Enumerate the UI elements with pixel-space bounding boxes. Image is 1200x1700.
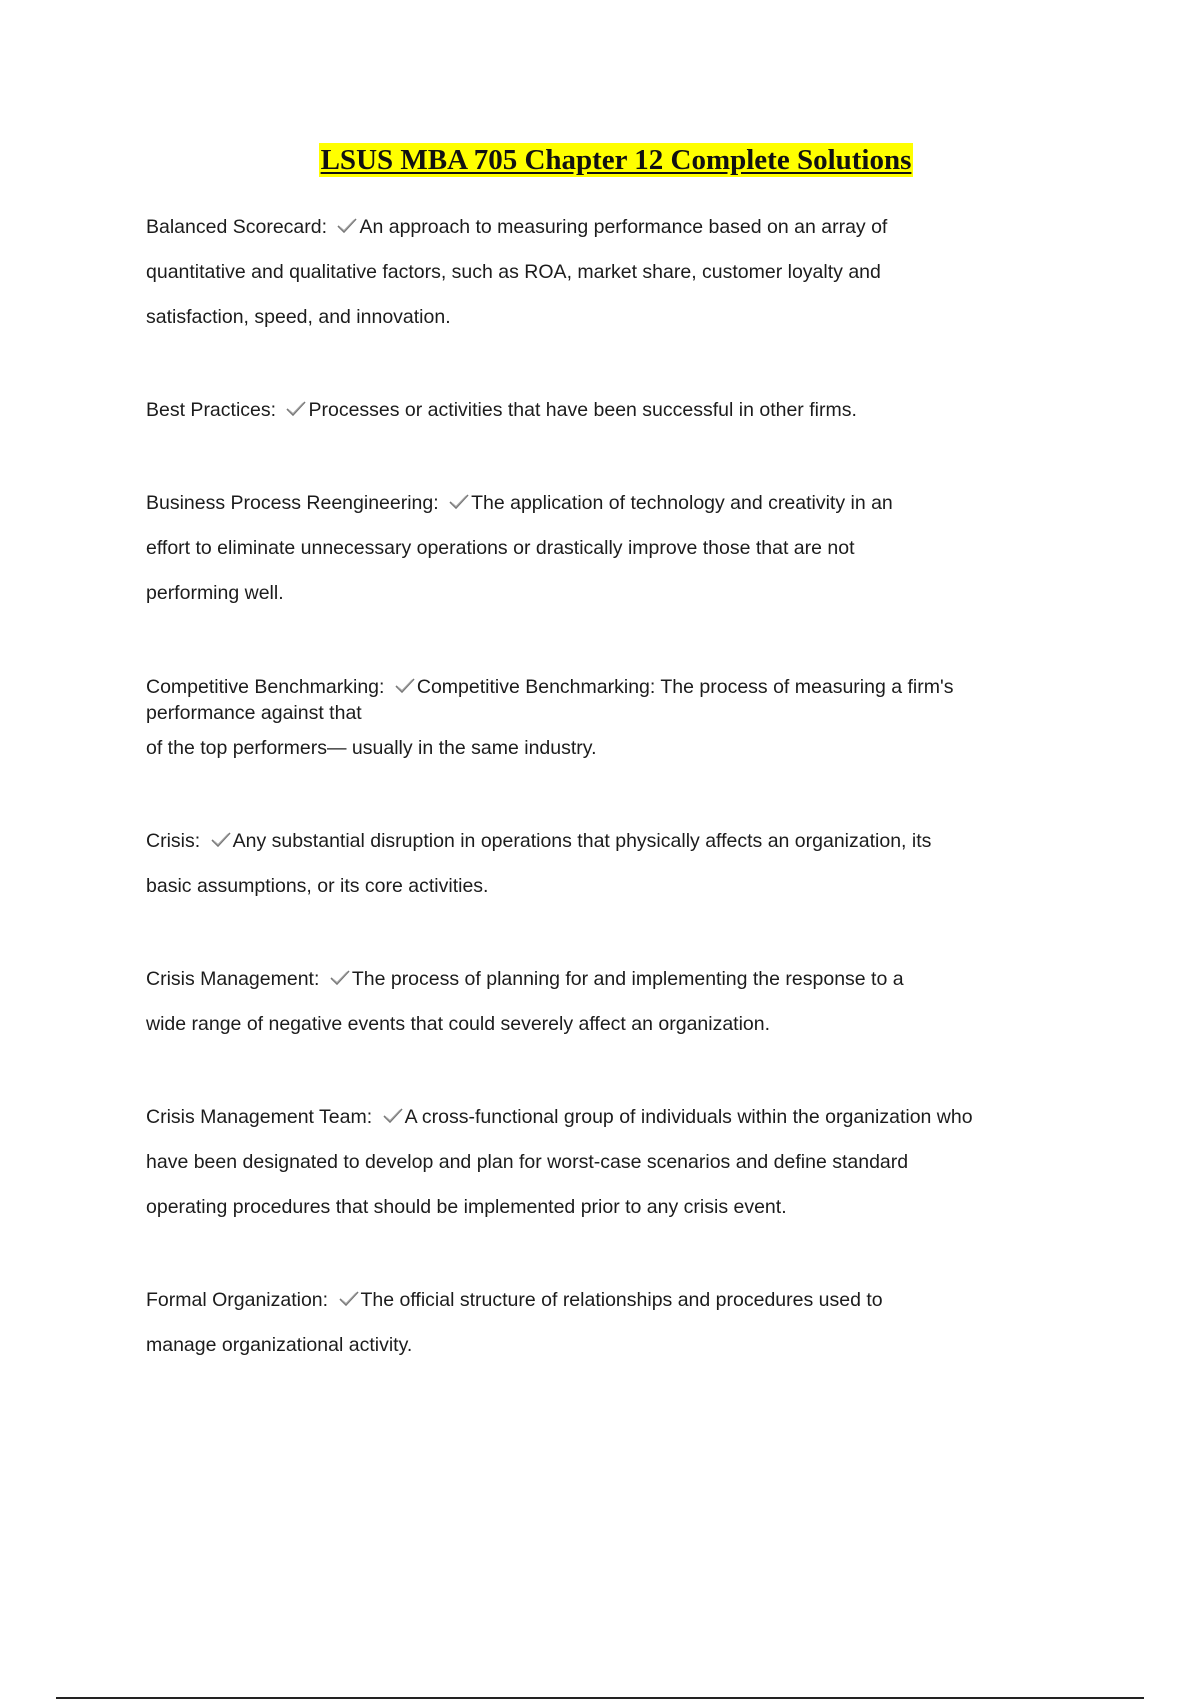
checkmark-icon	[210, 831, 232, 849]
glossary-entry	[146, 957, 936, 1047]
entry-term: Balanced Scorecard:	[146, 216, 328, 238]
entry-definition: The official structure of relationships and procedures used to manage organizational activity.	[146, 1289, 883, 1356]
entry-term: Business Process Reengineering:	[146, 492, 439, 514]
entry-line	[146, 664, 1006, 726]
entry-definition: The process of planning for and implementing the response to a wide range of negative events that could severely affect an organization.	[146, 968, 904, 1035]
glossary-entry	[146, 1278, 926, 1368]
entry-term: Crisis Management:	[146, 968, 320, 990]
glossary-entry	[146, 205, 906, 340]
entry-definition: Processes or activities that have been successful in other firms.	[308, 399, 857, 421]
glossary-entry	[146, 481, 906, 616]
glossary-entry	[146, 664, 1006, 771]
entry-term: Best Practices:	[146, 399, 277, 421]
document-title: LSUS MBA 705 Chapter 12 Complete Solutions	[320, 144, 912, 176]
checkmark-icon	[329, 969, 351, 987]
entry-definition-continued: of the top performers— usually in the same industry.	[146, 737, 597, 759]
glossary-entry	[146, 388, 1006, 433]
entry-definition: The application of technology and creativity in an effort to eliminate unnecessary operations or drastically improve those that are not performing well.	[146, 492, 893, 604]
glossary-entry	[146, 1095, 986, 1230]
entry-definition: Competitive Benchmarking: The process of measuring a firm's performance against that	[146, 676, 954, 724]
checkmark-icon	[394, 677, 416, 695]
entry-definition: An approach to measuring performance based on an array of quantitative and qualitative factors, such as ROA, market share, customer loyalty and satisfaction, speed, and innovation.	[146, 216, 888, 328]
entry-definition: Any substantial disruption in operations that physically affects an organization, its basic assumptions, or its core activities.	[146, 830, 932, 897]
glossary-entries	[146, 205, 1006, 1416]
checkmark-icon	[338, 1290, 360, 1308]
entry-definition: A cross-functional group of individuals within the organization who have been designated to develop and plan for worst-case scenarios and define standard operating procedures that should be implemented prior to any crisis event.	[146, 1106, 973, 1218]
checkmark-icon	[285, 400, 307, 418]
page-bottom-divider	[56, 1697, 1144, 1699]
checkmark-icon	[336, 217, 358, 235]
entry-term: Crisis Management Team:	[146, 1106, 373, 1128]
glossary-entry	[146, 819, 966, 909]
entry-term: Formal Organization:	[146, 1289, 329, 1311]
entry-term: Crisis:	[146, 830, 201, 852]
entry-term: Competitive Benchmarking:	[146, 676, 385, 698]
checkmark-icon	[382, 1107, 404, 1125]
checkmark-icon	[448, 493, 470, 511]
title-wrap	[0, 143, 1200, 177]
